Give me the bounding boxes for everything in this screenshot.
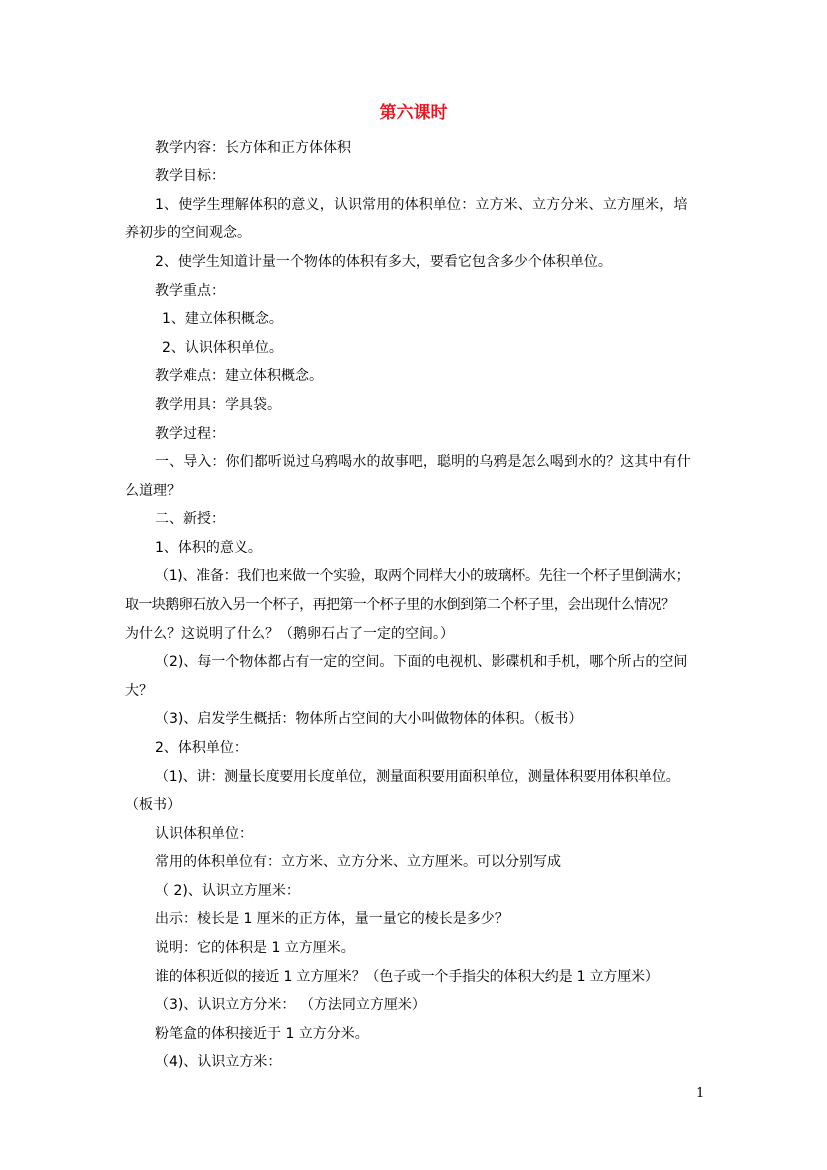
text-line: （板书） xyxy=(125,797,181,813)
text-line: 教学过程： xyxy=(155,426,225,442)
text-line: （3)、启发学生概括：物体所占空间的大小叫做物体的体积。（板书） xyxy=(155,711,583,727)
page-number: 1 xyxy=(696,1086,705,1101)
text-line: （ 2)、认识立方厘米： xyxy=(155,883,300,899)
text-line: （4)、认识立方米： xyxy=(155,1054,282,1070)
text-line: 1、建立体积概念。 xyxy=(162,311,283,327)
text-line: （2)、每一个物体都占有一定的空间。下面的电视机、影碟机和手机，哪个所占的空间 xyxy=(155,654,688,670)
text-line: 养初步的空间观念。 xyxy=(125,225,251,241)
text-line: 教学内容：长方体和正方体体积 xyxy=(155,140,351,156)
text-line: 大？ xyxy=(125,683,153,699)
text-line: 出示：棱长是 1 厘米的正方体，量一量它的棱长是多少？ xyxy=(155,911,509,927)
text-line: 为什么？这说明了什么？（鹅卵石占了一定的空间。） xyxy=(125,626,454,642)
text-line: 2、认识体积单位。 xyxy=(162,340,283,356)
text-line: 二、新授： xyxy=(155,511,225,527)
text-line: 粉笔盒的体积接近于 1 立方分米。 xyxy=(155,1026,369,1042)
text-line: 教学目标： xyxy=(155,168,225,184)
text-line: 么道理？ xyxy=(125,483,181,499)
text-line: （1)、讲：测量长度要用长度单位，测量面积要用面积单位，测量体积要用体积单位。 xyxy=(155,769,680,785)
text-line: （3)、认识立方分米： （方法同立方厘米） xyxy=(155,997,426,1013)
text-line: 谁的体积近似的接近 1 立方厘米？（色子或一个手指尖的体积大约是 1 立方厘米） xyxy=(155,969,659,985)
text-line: 教学用具：学具袋。 xyxy=(155,397,281,413)
text-line: 取一块鹅卵石放入另一个杯子，再把第一个杯子里的水倒到第二个杯子里，会出现什么情况？ xyxy=(125,597,675,613)
text-line: 2、体积单位： xyxy=(155,740,248,756)
text-line: 常用的体积单位有：立方米、立方分米、立方厘米。可以分别写成 xyxy=(155,854,561,870)
page-title: 第六课时 xyxy=(379,103,448,123)
text-line: 认识体积单位： xyxy=(155,826,253,842)
text-line: 教学难点：建立体积概念。 xyxy=(155,368,323,384)
text-line: （1)、准备：我们也来做一个实验，取两个同样大小的玻璃杯。先往一个杯子里倒满水； xyxy=(155,568,690,584)
text-line: 一、导入：你们都听说过乌鸦喝水的故事吧，聪明的乌鸦是怎么喝到水的？这其中有什 xyxy=(155,454,691,470)
text-line: 教学重点： xyxy=(155,283,225,299)
text-line: 1、体积的意义。 xyxy=(155,540,262,556)
text-line: 2、使学生知道计量一个物体的体积有多大，要看它包含多少个体积单位。 xyxy=(155,254,612,270)
text-line: 说明：它的体积是 1 立方厘米。 xyxy=(155,940,355,956)
text-line: 1、使学生理解体积的意义，认识常用的体积单位：立方米、立方分米、立方厘米，培 xyxy=(155,197,688,213)
